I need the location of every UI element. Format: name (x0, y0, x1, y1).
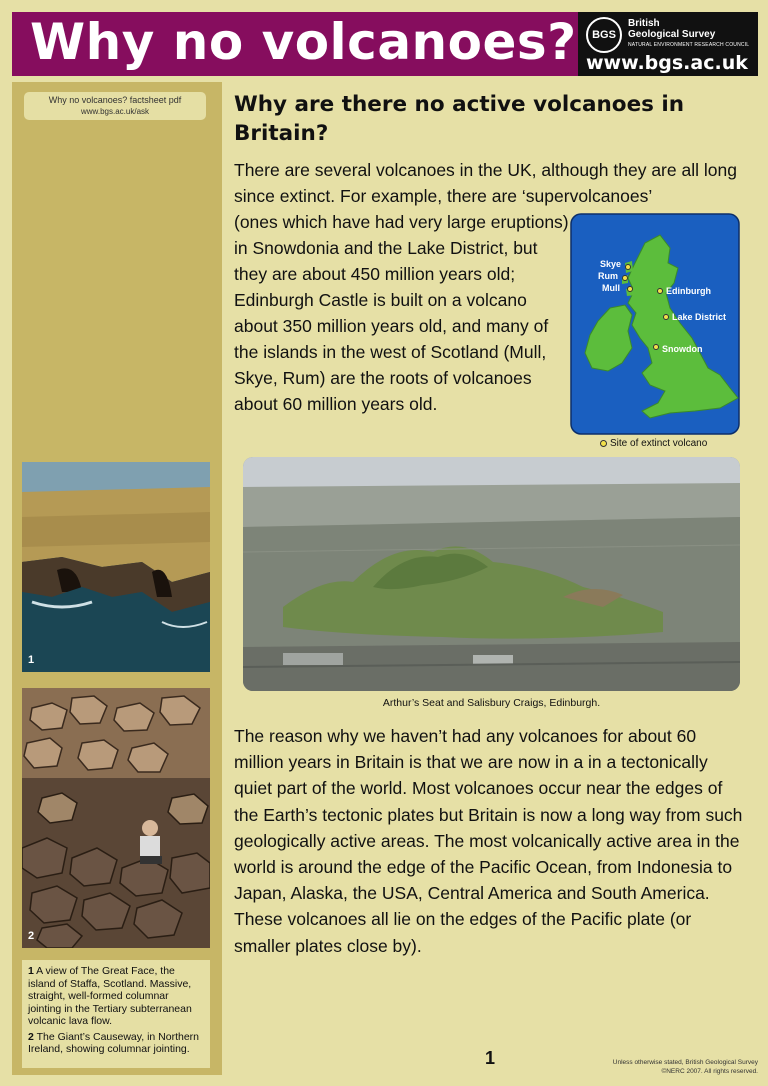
intro-paragraph-top: There are several volcanoes in the UK, although they are all long since extinct. For example, there are ‘supervolcanoes’ (234, 160, 737, 206)
snowdon-label: Snowdon (662, 344, 703, 354)
factsheet-url[interactable]: www.bgs.ac.uk/ask (80, 107, 150, 116)
map-legend-label: Site of extinct volcano (610, 438, 708, 449)
body-paragraph: The reason why we haven’t had any volcanoes for about 60 million years in Britain is that we are now in a in a tectonically quiet part of the world. Most volcanoes occur near the edges of the Earth’s tectonic plates but Britain is now a long way from such geologically active areas. The most volcanically active area in the world is around the edge of the Pacific Ocean, from Indonesia to Japan, Alaska, the USA, Central America and South America. These volcanoes all lie on the edges of the Pacific plate (or smaller plates close by). (234, 726, 743, 956)
rum-label: Rum (598, 271, 618, 281)
arthurs-seat-photo (243, 457, 740, 691)
copyright-line-1: Unless otherwise stated, British Geological Survey (612, 1059, 758, 1066)
rum-marker (623, 276, 628, 281)
copyright-line-2: ©NERC 2007. All rights reserved. (661, 1068, 758, 1075)
caption-2 (28, 1031, 204, 1056)
photo1-number: 1 (28, 654, 35, 666)
snowdon-marker (654, 345, 659, 350)
sidebar (12, 82, 222, 1075)
header-banner (12, 12, 758, 76)
edinburgh-label: Edinburgh (666, 286, 711, 296)
page-title: Why no volcanoes? (30, 13, 577, 71)
edinburgh-marker (658, 289, 663, 294)
giants-causeway-photo (22, 688, 210, 948)
mull-marker (628, 287, 633, 292)
caption-1-text: A view of The Great Face, the island of Staffa, Scotland. Massive, straight, well-formed columnar jointing in the Tertiary subterranean volcanic lava flow. (28, 965, 192, 1027)
staffa-photo (22, 462, 210, 672)
mull-label: Mull (602, 283, 620, 293)
photo-captions (22, 960, 210, 1068)
page-number: 1 (485, 1048, 496, 1068)
photo2-number: 2 (28, 930, 35, 942)
org-subtitle: NATURAL ENVIRONMENT RESEARCH COUNCIL (628, 42, 750, 48)
factsheet-note[interactable] (24, 92, 206, 120)
edinburgh-illustration (243, 457, 740, 691)
intro-paragraph-continued: (ones which have had very large eruptions) in Snowdonia and the Lake District, but they are about 450 million years old; Edinburgh Castle is built on a volcano about 350 million years old, and many of the islands in the west of Scotland (Mull, Skye, Rum) are the roots of volcanoes about 60 million years old. (234, 212, 569, 414)
lake-district-label: Lake District (672, 312, 727, 322)
legend-dot-icon (600, 440, 607, 447)
caption-2-text: The Giant’s Causeway, in Northern Ireland, showing columnar jointing. (28, 1030, 200, 1055)
staffa-illustration (22, 462, 210, 672)
causeway-illustration (22, 688, 210, 948)
skye-label: Skye (600, 259, 622, 269)
org-name-line1: British (628, 18, 660, 29)
website-link[interactable]: www.bgs.ac.uk (586, 52, 748, 74)
lake-district-marker (664, 315, 669, 320)
caption-1 (28, 965, 204, 1028)
bgs-logo-mark: BGS (586, 17, 622, 53)
copyright-notice (613, 1058, 758, 1076)
bgs-logo[interactable] (578, 12, 758, 76)
factsheet-title: Why no volcanoes? factsheet pdf (48, 95, 182, 105)
org-name-line2: Geological Survey (628, 29, 716, 40)
arthurs-seat-caption: Arthur’s Seat and Salisbury Craigs, Edinburgh. (382, 697, 601, 709)
uk-volcano-map (570, 213, 740, 435)
section-heading: Why are there no active volcanoes in Britain? (234, 92, 685, 146)
caption-2-number: 2 (28, 1030, 34, 1043)
caption-1-number: 1 (28, 965, 34, 977)
skye-marker (626, 265, 631, 270)
map-legend (600, 438, 707, 449)
